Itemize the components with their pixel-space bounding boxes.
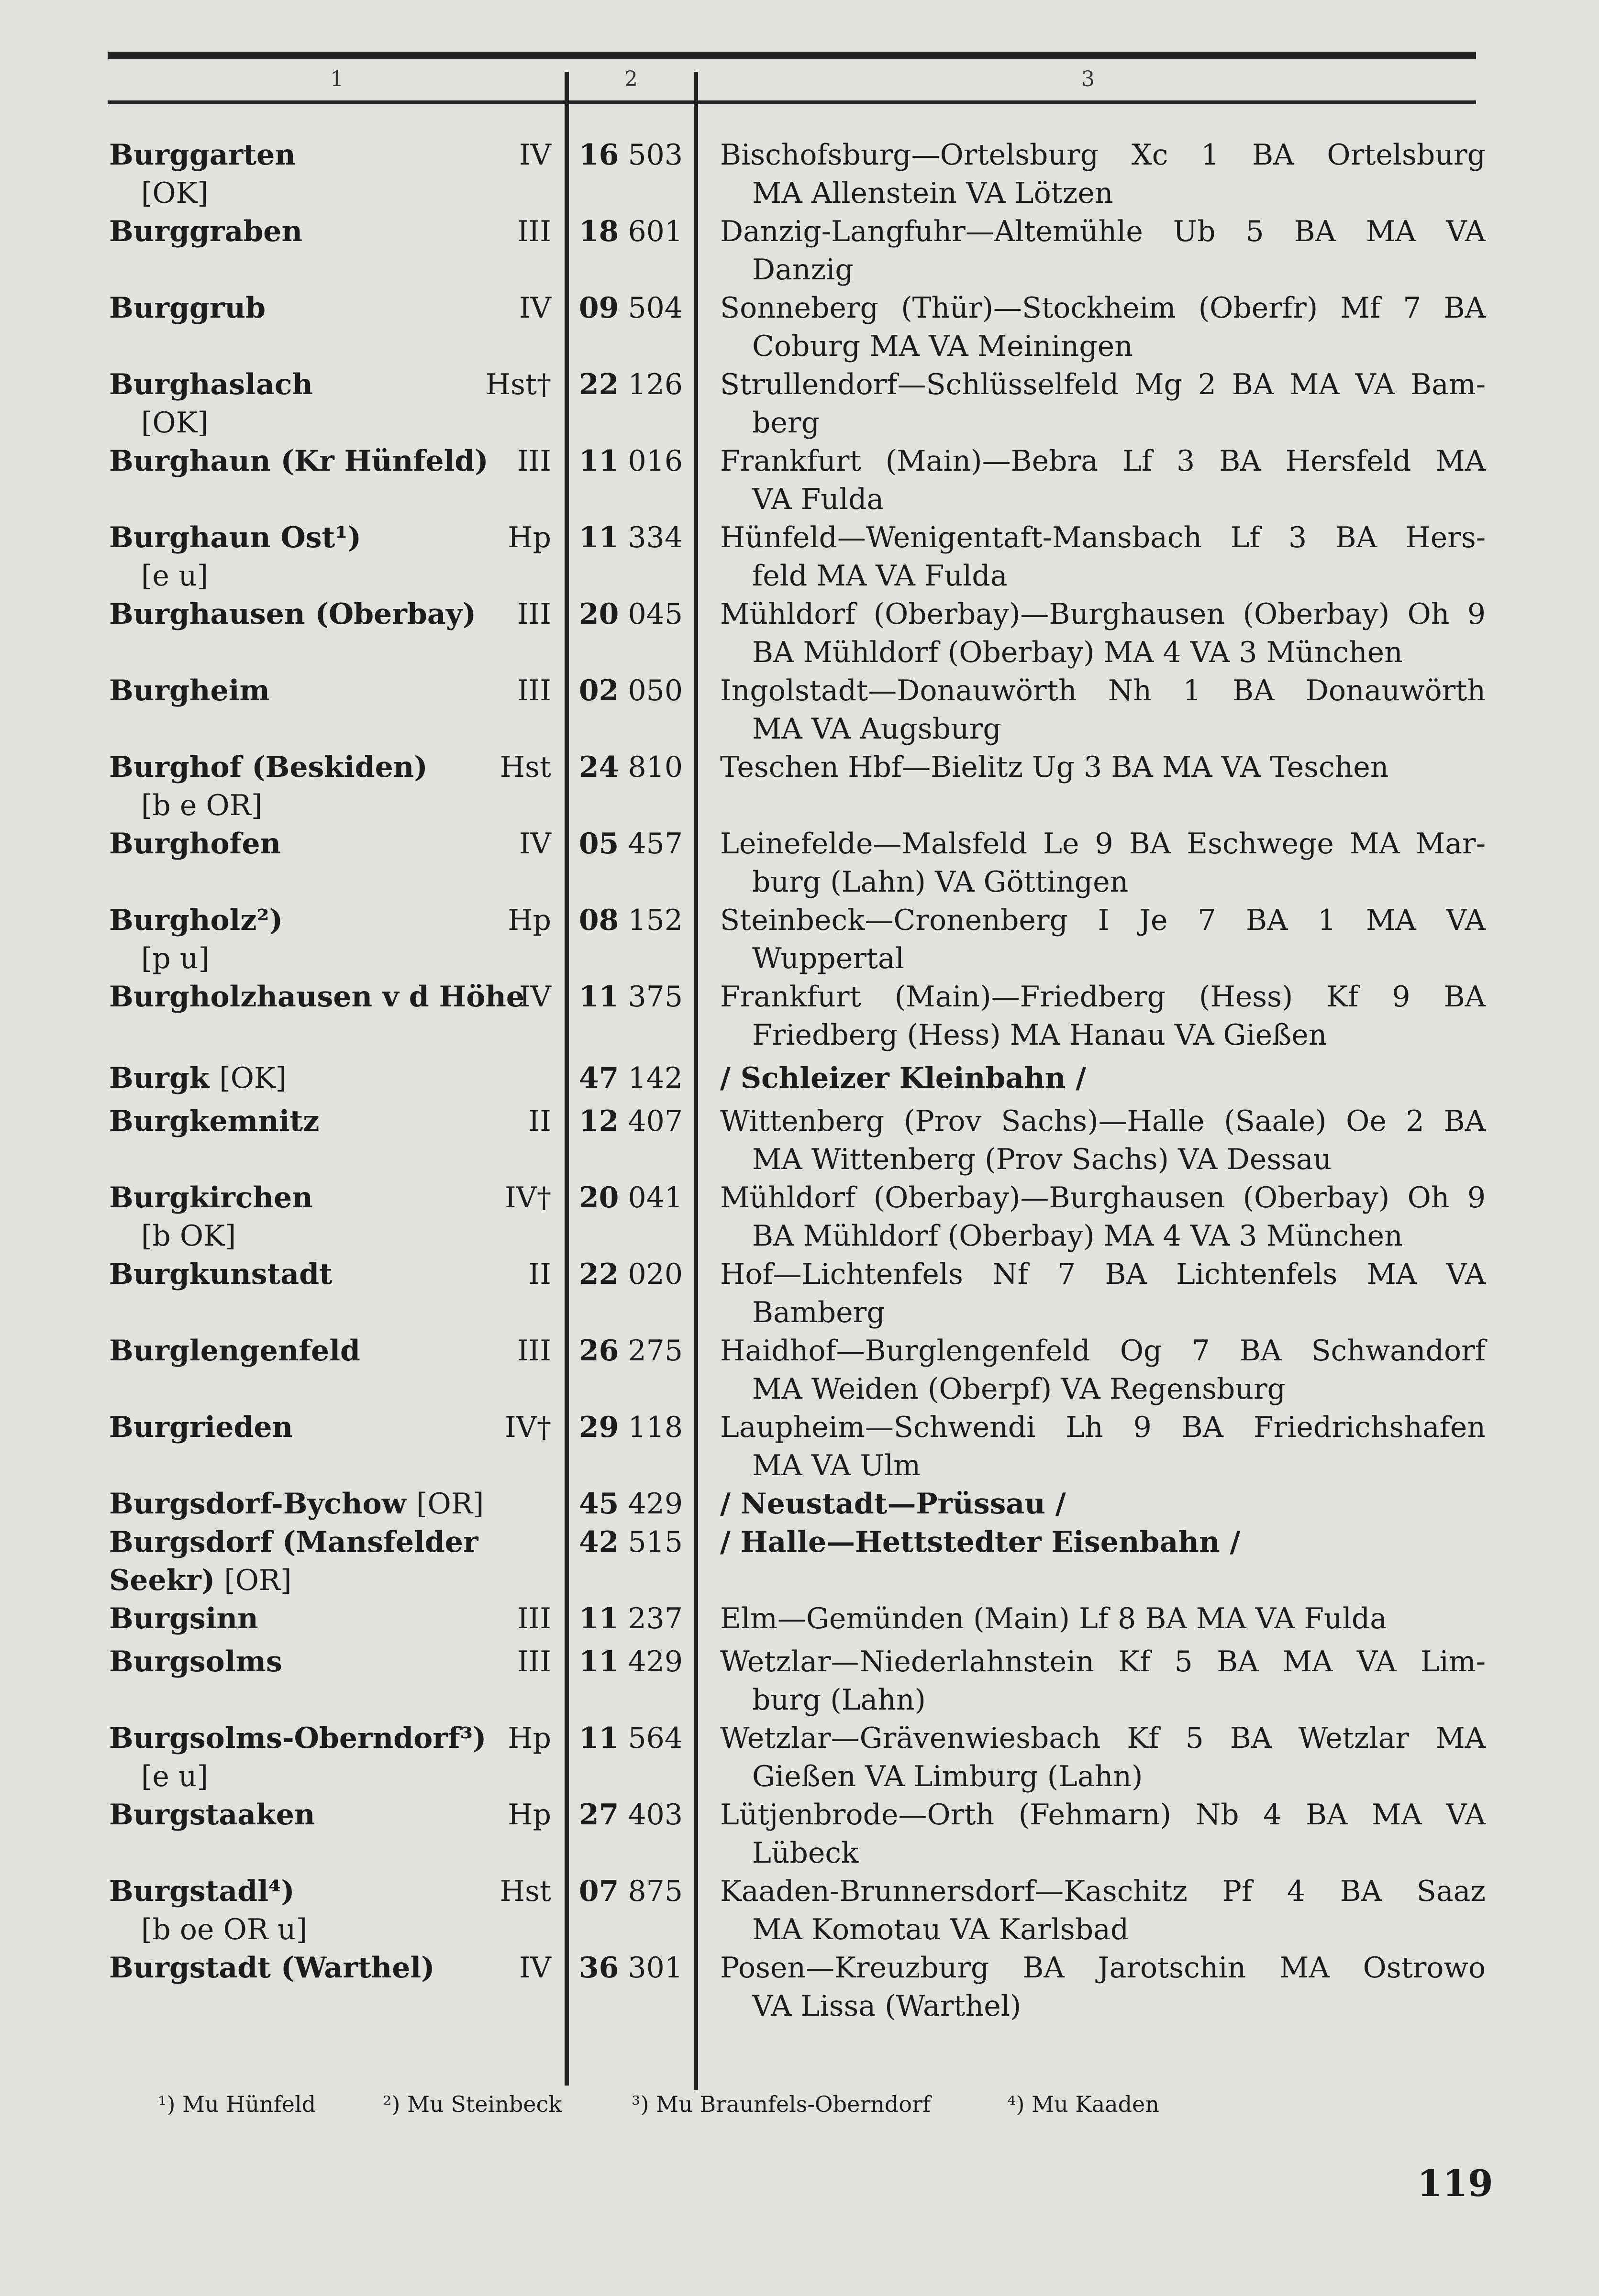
route-description: Kaaden-Brunnersdorf—Kaschitz Pf 4 BA Saaz [720, 1875, 1486, 1908]
column-header-3: 3 [1081, 67, 1095, 91]
station-code: [e u] [141, 559, 209, 593]
route-description: Frankfurt (Main)—Friedberg (Hess) Kf 9 BA [720, 980, 1486, 1014]
station-class: IV [519, 138, 551, 172]
station-class: IV† [504, 1411, 551, 1444]
route-description-continued: BA Mühldorf (Oberbay) MA 4 VA 3 München [752, 636, 1403, 669]
station-number-prefix: 22 [578, 1258, 619, 1291]
station-name-text: Burgheim [109, 674, 270, 707]
station-name-text: Burghaun Ost¹) [109, 521, 361, 554]
table-row [0, 672, 1599, 749]
table-row [0, 213, 1599, 289]
station-number-prefix: 02 [578, 674, 619, 707]
table-row [0, 442, 1599, 519]
station-number-prefix: 11 [578, 980, 619, 1014]
page-number: 119 [1417, 2162, 1493, 2205]
station-number [579, 1409, 683, 1446]
station-class: IV† [504, 1181, 551, 1214]
station-number [579, 825, 683, 862]
station-number-prefix: 08 [578, 904, 619, 937]
station-class: III [517, 1602, 551, 1635]
station-number-prefix: 47 [578, 1061, 619, 1095]
station-number-suffix: 403 [628, 1798, 683, 1832]
station-number-suffix: 275 [628, 1334, 683, 1368]
station-name [109, 1256, 333, 1293]
station-number [579, 1600, 683, 1637]
station-number-suffix: 237 [628, 1602, 683, 1635]
station-name-text: Burgstadt (Warthel) [109, 1951, 435, 1985]
station-number [579, 366, 683, 403]
station-name [109, 902, 283, 939]
table-row [0, 1332, 1599, 1409]
station-number-suffix: 504 [628, 291, 683, 325]
table-row [0, 289, 1599, 366]
table-row [0, 1796, 1599, 1873]
route-description-continued: VA Lissa (Warthel) [752, 1989, 1022, 2023]
route-description: Posen—Kreuzburg BA Jarotschin MA Ostrowo [720, 1951, 1486, 1985]
station-number-suffix: 152 [628, 904, 683, 937]
station-code: [b e OR] [141, 789, 263, 822]
station-name [109, 1060, 287, 1097]
station-number-suffix: 875 [628, 1875, 683, 1908]
station-number-prefix: 11 [578, 521, 619, 554]
station-number-prefix: 36 [578, 1951, 619, 1985]
station-class: IV [519, 1951, 551, 1985]
station-number [579, 289, 683, 327]
station-name-text: Burgkirchen [109, 1181, 313, 1214]
station-name-text: Burgk [109, 1061, 210, 1095]
station-number [579, 1060, 683, 1097]
station-number-prefix: 11 [578, 1645, 619, 1678]
station-number-suffix: 142 [628, 1061, 683, 1095]
route-description-continued: Wuppertal [752, 942, 904, 975]
route-description: / Halle—Hettstedter Eisenbahn / [720, 1525, 1241, 1559]
route-description-continued: Coburg MA VA Meiningen [752, 330, 1133, 363]
route-description: Wetzlar—Niederlahnstein Kf 5 BA MA VA Lim- [720, 1645, 1486, 1678]
station-number [579, 442, 683, 480]
station-class: IV [519, 827, 551, 861]
table-row [0, 1949, 1599, 2026]
station-name [109, 366, 313, 403]
route-description-continued: Gießen VA Limburg (Lahn) [752, 1760, 1143, 1793]
station-number-suffix: 020 [628, 1258, 683, 1291]
station-class: Hst [500, 1875, 551, 1908]
route-description: Frankfurt (Main)—Bebra Lf 3 BA Hersfeld MA [720, 444, 1486, 478]
station-name [109, 289, 266, 327]
station-name [109, 1796, 315, 1833]
route-description: / Neustadt—Prüssau / [720, 1487, 1066, 1521]
route-description-continued: berg [752, 406, 820, 440]
route-description-continued: MA Wittenberg (Prov Sachs) VA Dessau [752, 1143, 1332, 1176]
station-code: [b oe OR u] [141, 1913, 308, 1946]
station-class: II [528, 1104, 551, 1138]
station-number [579, 1796, 683, 1833]
station-name [109, 1103, 319, 1140]
station-number-prefix: 18 [578, 215, 619, 248]
route-description: Haidhof—Burglengenfeld Og 7 BA Schwandorf [720, 1334, 1486, 1368]
station-class: Hp [508, 904, 551, 937]
route-description: Leinefelde—Malsfeld Le 9 BA Eschwege MA Mar- [720, 827, 1486, 861]
route-description-continued: VA Fulda [752, 483, 884, 516]
station-number-prefix: 22 [578, 368, 619, 401]
station-number-prefix: 27 [578, 1798, 619, 1832]
table-row [0, 519, 1599, 596]
station-number [579, 596, 683, 633]
station-number-prefix: 16 [578, 138, 619, 172]
station-number-suffix: 503 [628, 138, 683, 172]
station-name-text: Burggarten [109, 138, 296, 172]
station-number-prefix: 09 [578, 291, 619, 325]
station-name [109, 1485, 484, 1523]
station-number-prefix: 12 [578, 1104, 619, 1138]
route-description-continued: MA Allenstein VA Lötzen [752, 177, 1113, 210]
route-description-continued: MA Komotau VA Karlsbad [752, 1913, 1129, 1946]
station-name-text: Burglengenfeld [109, 1334, 360, 1368]
station-number [579, 519, 683, 556]
station-code: [OK] [141, 177, 209, 210]
station-name [109, 825, 281, 862]
route-description-continued: MA VA Ulm [752, 1449, 921, 1482]
station-name-text: Burghausen (Oberbay) [109, 597, 476, 631]
station-number [579, 136, 683, 174]
station-number-suffix: 334 [628, 521, 683, 554]
station-class: Hp [508, 1798, 551, 1832]
station-number-suffix: 045 [628, 597, 683, 631]
route-description: Sonneberg (Thür)—Stockheim (Oberfr) Mf 7 BA [720, 291, 1486, 325]
station-number [579, 1103, 683, 1140]
station-number-suffix: 601 [628, 215, 683, 248]
station-number-suffix: 810 [628, 751, 683, 784]
station-number-prefix: 42 [578, 1525, 619, 1559]
station-number-suffix: 564 [628, 1722, 683, 1755]
route-description: Strullendorf—Schlüsselfeld Mg 2 BA MA VA Bam- [720, 368, 1486, 401]
station-name-text: Burghof (Beskiden) [109, 751, 428, 784]
station-class: III [517, 597, 551, 631]
station-name-text: Burghaslach [109, 368, 313, 401]
table-row [0, 1179, 1599, 1256]
station-name [109, 1332, 360, 1369]
station-number-prefix: 24 [578, 751, 619, 784]
station-class: IV [519, 980, 551, 1014]
table-row [0, 825, 1599, 902]
station-number-prefix: 11 [578, 1722, 619, 1755]
station-code: [OR] [224, 1564, 292, 1597]
table-row [0, 596, 1599, 672]
station-name [109, 1523, 478, 1561]
station-name [109, 1873, 295, 1910]
station-name [109, 596, 476, 633]
route-description: / Schleizer Kleinbahn / [720, 1061, 1087, 1095]
station-number [579, 902, 683, 939]
station-name [109, 672, 270, 709]
station-name-text: Burgsinn [109, 1602, 258, 1635]
table-row [0, 978, 1599, 1055]
station-name [109, 1643, 282, 1680]
station-class: Hp [508, 1722, 551, 1755]
station-number-suffix: 050 [628, 674, 683, 707]
table-row [0, 902, 1599, 978]
station-number-suffix: 301 [628, 1951, 683, 1985]
station-number-suffix: 375 [628, 980, 683, 1014]
station-number-prefix: 29 [578, 1411, 619, 1444]
station-name-text: Burgkemnitz [109, 1104, 320, 1138]
station-name [109, 136, 296, 174]
station-class: III [517, 215, 551, 248]
station-number [579, 672, 683, 709]
route-description-continued: burg (Lahn) VA Göttingen [752, 865, 1129, 899]
station-name-text: Burgsdorf-Bychow [109, 1487, 407, 1521]
station-class: III [517, 1645, 551, 1678]
table-row [0, 1256, 1599, 1332]
column-header-2: 2 [624, 67, 638, 91]
station-name [109, 1179, 313, 1216]
route-description-continued: Lübeck [752, 1836, 859, 1870]
route-description: Hof—Lichtenfels Nf 7 BA Lichtenfels MA VA [720, 1258, 1486, 1291]
station-name-continuation [109, 1562, 292, 1599]
table-row [0, 1103, 1599, 1179]
footnote-4: ⁴) Mu Kaaden [1007, 2091, 1159, 2117]
station-name-text: Burgsdorf (Mansfelder [109, 1525, 478, 1559]
station-number [579, 749, 683, 786]
table-row [0, 1409, 1599, 1485]
station-number [579, 1643, 683, 1680]
station-code: [OR] [416, 1487, 484, 1521]
route-description-continued: Danzig [752, 253, 854, 287]
station-name-text: Burgholz²) [109, 904, 283, 937]
station-number [579, 1873, 683, 1910]
footnote-2: ²) Mu Steinbeck [383, 2091, 562, 2117]
station-name-text: Burgsolms-Oberndorf³) [109, 1722, 487, 1755]
route-description: Steinbeck—Cronenberg I Je 7 BA 1 MA VA [720, 904, 1486, 937]
station-code: [p u] [141, 942, 210, 975]
station-number [579, 1523, 683, 1561]
station-class: III [517, 674, 551, 707]
station-code: [e u] [141, 1760, 209, 1793]
route-description-continued: Friedberg (Hess) MA Hanau VA Gießen [752, 1018, 1327, 1052]
station-code: [OK] [141, 406, 209, 440]
route-description-continued: MA VA Augsburg [752, 712, 1001, 746]
route-description: Laupheim—Schwendi Lh 9 BA Friedrichshafen [720, 1411, 1486, 1444]
route-description-continued: Bamberg [752, 1296, 885, 1329]
station-name [109, 519, 361, 556]
station-class: III [517, 444, 551, 478]
station-number-suffix: 457 [628, 827, 683, 861]
station-number-suffix: 407 [628, 1104, 683, 1138]
station-number-suffix: 429 [628, 1487, 683, 1521]
station-number-prefix: 20 [578, 1181, 619, 1214]
station-class: Hst [500, 751, 551, 784]
station-name-text: Burggraben [109, 215, 303, 248]
route-description: Teschen Hbf—Bielitz Ug 3 BA MA VA Teschen [720, 751, 1389, 784]
station-code: [b OK] [141, 1219, 236, 1253]
route-description: Mühldorf (Oberbay)—Burghausen (Oberbay) Oh 9 [720, 597, 1486, 631]
footnote-3: ³) Mu Braunfels-Oberndorf [632, 2091, 931, 2117]
station-name-text: Burghofen [109, 827, 281, 861]
station-number-suffix: 016 [628, 444, 683, 478]
station-number-prefix: 11 [578, 1602, 619, 1635]
route-description: Bischofsburg—Ortelsburg Xc 1 BA Ortelsburg [720, 138, 1486, 172]
station-name-continuation-text: Seekr) [109, 1564, 215, 1597]
station-class: IV [519, 291, 551, 325]
table-row [0, 1523, 1599, 1600]
station-number [579, 213, 683, 250]
station-number-prefix: 11 [578, 444, 619, 478]
table-row [0, 136, 1599, 213]
station-name-text: Burggrub [109, 291, 266, 325]
station-number-prefix: 26 [578, 1334, 619, 1368]
station-class: Hp [508, 521, 551, 554]
station-number [579, 1720, 683, 1757]
table-row [0, 1873, 1599, 1949]
route-description: Wittenberg (Prov Sachs)—Halle (Saale) Oe 2 BA [720, 1104, 1486, 1138]
station-name [109, 1949, 435, 1987]
station-number [579, 1332, 683, 1369]
route-description-continued: burg (Lahn) [752, 1683, 926, 1717]
header-rule [108, 100, 1476, 104]
station-name-text: Burghaun (Kr Hünfeld) [109, 444, 489, 478]
route-description-continued: BA Mühldorf (Oberbay) MA 4 VA 3 München [752, 1219, 1403, 1253]
footnote-1: ¹) Mu Hünfeld [158, 2091, 316, 2117]
route-description: Wetzlar—Grävenwiesbach Kf 5 BA Wetzlar MA [720, 1722, 1486, 1755]
station-number [579, 978, 683, 1016]
station-name-text: Burgkunstadt [109, 1258, 333, 1291]
station-number-suffix: 041 [628, 1181, 683, 1214]
route-description: Hünfeld—Wenigentaft-Mansbach Lf 3 BA Hers- [720, 521, 1486, 554]
station-name-text: Burgholzhausen v d Höhe [109, 980, 525, 1014]
station-number-prefix: 20 [578, 597, 619, 631]
station-class: Hst† [485, 368, 551, 401]
station-number [579, 1179, 683, 1216]
station-number-suffix: 429 [628, 1645, 683, 1678]
route-description: Ingolstadt—Donauwörth Nh 1 BA Donauwörth [720, 674, 1486, 707]
station-code: [OK] [219, 1061, 287, 1095]
route-description: Elm—Gemünden (Main) Lf 8 BA MA VA Fulda [720, 1602, 1388, 1635]
station-name-text: Burgstadl⁴) [109, 1875, 295, 1908]
station-name-text: Burgstaaken [109, 1798, 315, 1832]
station-number-prefix: 45 [578, 1487, 619, 1521]
station-number [579, 1485, 683, 1523]
table-row [0, 366, 1599, 442]
table-row [0, 1720, 1599, 1796]
station-number-suffix: 118 [628, 1411, 683, 1444]
station-number [579, 1256, 683, 1293]
station-name [109, 1720, 486, 1757]
station-number-suffix: 515 [628, 1525, 683, 1559]
route-description-continued: feld MA VA Fulda [752, 559, 1008, 593]
station-name [109, 978, 524, 1016]
station-class: II [528, 1258, 551, 1291]
station-class: III [517, 1334, 551, 1368]
column-header-1: 1 [330, 67, 344, 91]
station-name [109, 749, 428, 786]
station-number-prefix: 07 [578, 1875, 619, 1908]
station-name-text: Burgsolms [109, 1645, 282, 1678]
route-description: Mühldorf (Oberbay)—Burghausen (Oberbay) Oh 9 [720, 1181, 1486, 1214]
station-number-suffix: 126 [628, 368, 683, 401]
station-number-prefix: 05 [578, 827, 619, 861]
route-description: Danzig-Langfuhr—Altemühle Ub 5 BA MA VA [720, 215, 1486, 248]
station-name [109, 213, 302, 250]
table-row [0, 749, 1599, 825]
route-description-continued: MA Weiden (Oberpf) VA Regensburg [752, 1372, 1286, 1406]
station-number [579, 1949, 683, 1987]
station-name-text: Burgrieden [109, 1411, 293, 1444]
station-name [109, 442, 489, 480]
top-rule [108, 52, 1476, 59]
station-name [109, 1600, 258, 1637]
table-row [0, 1643, 1599, 1720]
route-description: Lütjenbrode—Orth (Fehmarn) Nb 4 BA MA VA [720, 1798, 1486, 1832]
station-name [109, 1409, 293, 1446]
